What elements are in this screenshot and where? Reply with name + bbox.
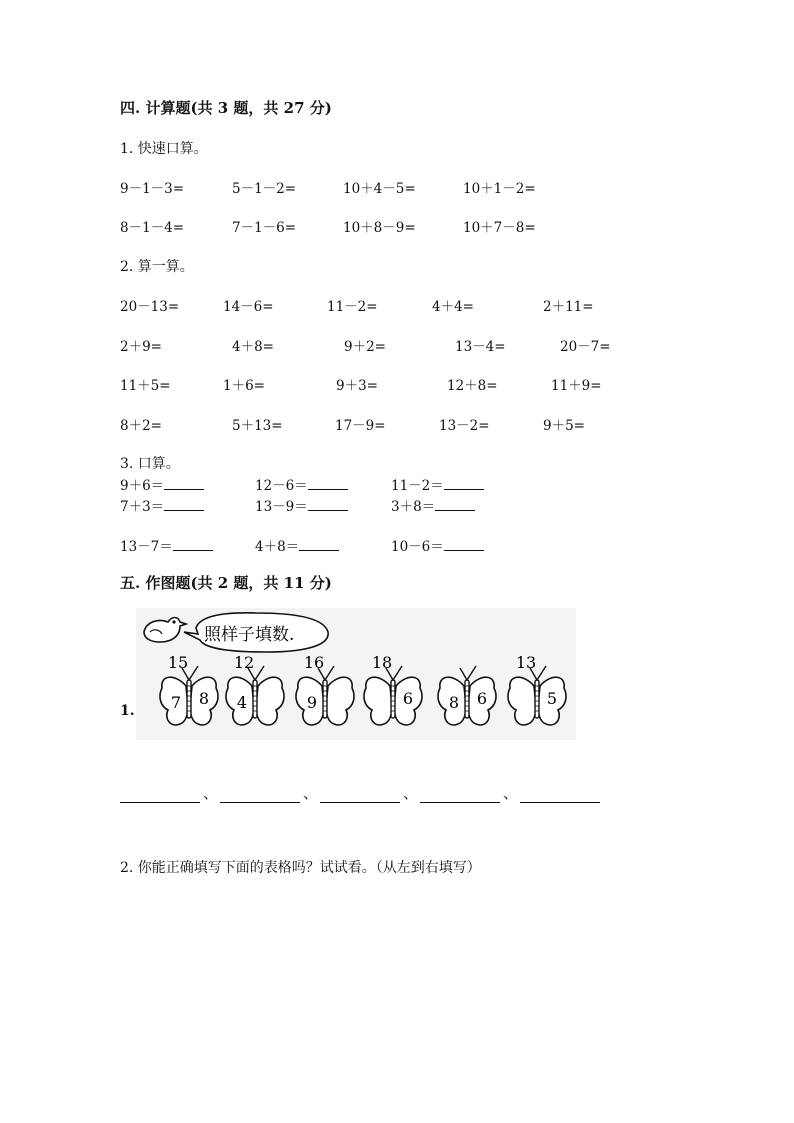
equation: 12＋8= xyxy=(447,378,498,394)
equation: 2＋11= xyxy=(543,299,594,315)
equation: 17－9= xyxy=(335,418,386,434)
fill-in-equation xyxy=(391,535,484,555)
equation: 9＋2= xyxy=(344,339,386,355)
equation: 9＋5= xyxy=(543,418,585,434)
butterfly xyxy=(438,666,496,725)
equation: 10＋4－5= xyxy=(343,181,416,197)
antenna xyxy=(467,666,476,680)
question-2-label: 2. 你能正确填写下面的表格吗？试试看。（从左到右填写） xyxy=(120,860,481,876)
antenna xyxy=(393,666,402,680)
answer-blank[interactable] xyxy=(173,538,213,551)
answer-blank[interactable] xyxy=(164,498,204,511)
right-wing xyxy=(256,677,284,725)
equation: 11－2= xyxy=(327,299,378,315)
question-2-label: 2. 算一算。 xyxy=(120,259,194,275)
equation: 4＋8= xyxy=(232,339,274,355)
answer-blank[interactable] xyxy=(435,498,475,511)
section-5-title: 五. 作图题(共 2 题，共 11 分) xyxy=(120,574,332,592)
answer-blank[interactable] xyxy=(308,498,348,511)
answer-line[interactable] xyxy=(120,801,200,803)
answer-blank[interactable] xyxy=(164,477,204,490)
right-wing-number: 6 xyxy=(402,689,414,708)
separator: 、 xyxy=(203,784,219,802)
separator: 、 xyxy=(303,784,319,802)
equation: 9＋3= xyxy=(336,378,378,394)
antenna xyxy=(189,666,198,680)
separator: 、 xyxy=(403,784,419,802)
answer-blank[interactable] xyxy=(299,538,339,551)
answer-lines xyxy=(120,782,600,803)
equation: 10＋7－8= xyxy=(463,220,536,236)
equation-text: 13－9＝ xyxy=(255,499,308,515)
equation: 9－1－3= xyxy=(120,181,185,197)
top-number: 16 xyxy=(303,653,325,672)
right-wing xyxy=(326,677,354,725)
equation-text: 10－6＝ xyxy=(391,539,444,555)
equation-text: 12－6＝ xyxy=(255,478,308,494)
antenna xyxy=(537,666,546,680)
fill-in-equation xyxy=(120,495,204,515)
top-number: 18 xyxy=(371,653,393,672)
fill-in-equation xyxy=(255,495,348,515)
antenna xyxy=(325,666,334,680)
equation: 10＋8－9= xyxy=(343,220,416,236)
equation: 10＋1－2= xyxy=(463,181,536,197)
equation-text: 13－7＝ xyxy=(120,539,173,555)
equation-text: 11－2＝ xyxy=(391,478,444,494)
equation-text: 9＋6＝ xyxy=(120,478,165,494)
left-wing-number: 7 xyxy=(170,693,182,712)
equation: 14－6= xyxy=(223,299,274,315)
left-wing xyxy=(364,677,392,725)
antenna xyxy=(255,666,264,680)
fill-in-equation xyxy=(120,474,204,494)
section-4-title: 四. 计算题(共 3 题，共 27 分) xyxy=(120,99,332,117)
right-wing-number: 8 xyxy=(198,689,210,708)
left-wing-number: 9 xyxy=(306,693,318,712)
question-1-number: 1. xyxy=(120,703,135,719)
equation-text: 7＋3＝ xyxy=(120,499,165,515)
left-wing-number: 4 xyxy=(236,693,248,712)
left-wing-number: 8 xyxy=(448,693,460,712)
answer-line[interactable] xyxy=(220,801,300,803)
equation: 2＋9= xyxy=(120,339,162,355)
fill-in-equation xyxy=(255,474,348,494)
equation: 20－13= xyxy=(120,299,180,315)
answer-blank[interactable] xyxy=(308,477,348,490)
butterfly xyxy=(296,653,354,725)
butterfly xyxy=(508,653,566,725)
equation: 11＋9= xyxy=(551,378,602,394)
top-number: 13 xyxy=(515,653,537,672)
fill-in-equation xyxy=(255,535,339,555)
answer-line[interactable] xyxy=(420,801,500,803)
separator: 、 xyxy=(503,784,519,802)
answer-blank[interactable] xyxy=(444,477,484,490)
speech-bubble xyxy=(184,613,328,652)
answer-line[interactable] xyxy=(320,801,400,803)
top-number: 12 xyxy=(233,653,255,672)
butterfly-illustration xyxy=(136,608,576,740)
top-number: 15 xyxy=(167,653,189,672)
question-3-label: 3. 口算。 xyxy=(120,456,180,472)
butterfly-figure xyxy=(136,608,576,740)
speech-text: 照样子填数. xyxy=(204,625,295,645)
equation-text: 4＋8＝ xyxy=(255,539,300,555)
butterfly xyxy=(364,653,422,725)
equation: 1＋6= xyxy=(223,378,265,394)
bird-icon xyxy=(144,618,186,643)
equation: 20－7= xyxy=(560,339,611,355)
fill-in-equation xyxy=(120,535,213,555)
fill-in-equation xyxy=(391,474,484,494)
equation: 8＋2= xyxy=(120,418,162,434)
equation: 5－1－2= xyxy=(232,181,297,197)
equation: 13－2= xyxy=(439,418,490,434)
question-1-label: 1. 快速口算。 xyxy=(120,141,208,157)
right-wing-number: 6 xyxy=(476,689,488,708)
right-wing-number: 5 xyxy=(546,689,558,708)
equation: 13－4= xyxy=(455,339,506,355)
antenna xyxy=(460,668,467,680)
answer-blank[interactable] xyxy=(444,538,484,551)
fill-in-equation xyxy=(391,495,475,515)
butterfly xyxy=(226,653,284,725)
answer-line[interactable] xyxy=(520,801,600,803)
equation: 4＋4= xyxy=(432,299,474,315)
left-wing xyxy=(508,677,536,725)
equation: 7－1－6= xyxy=(232,220,297,236)
equation: 5＋13= xyxy=(232,418,283,434)
equation-text: 3＋8＝ xyxy=(391,499,436,515)
equation: 11＋5= xyxy=(120,378,171,394)
butterfly xyxy=(160,653,218,725)
equation: 8－1－4= xyxy=(120,220,185,236)
